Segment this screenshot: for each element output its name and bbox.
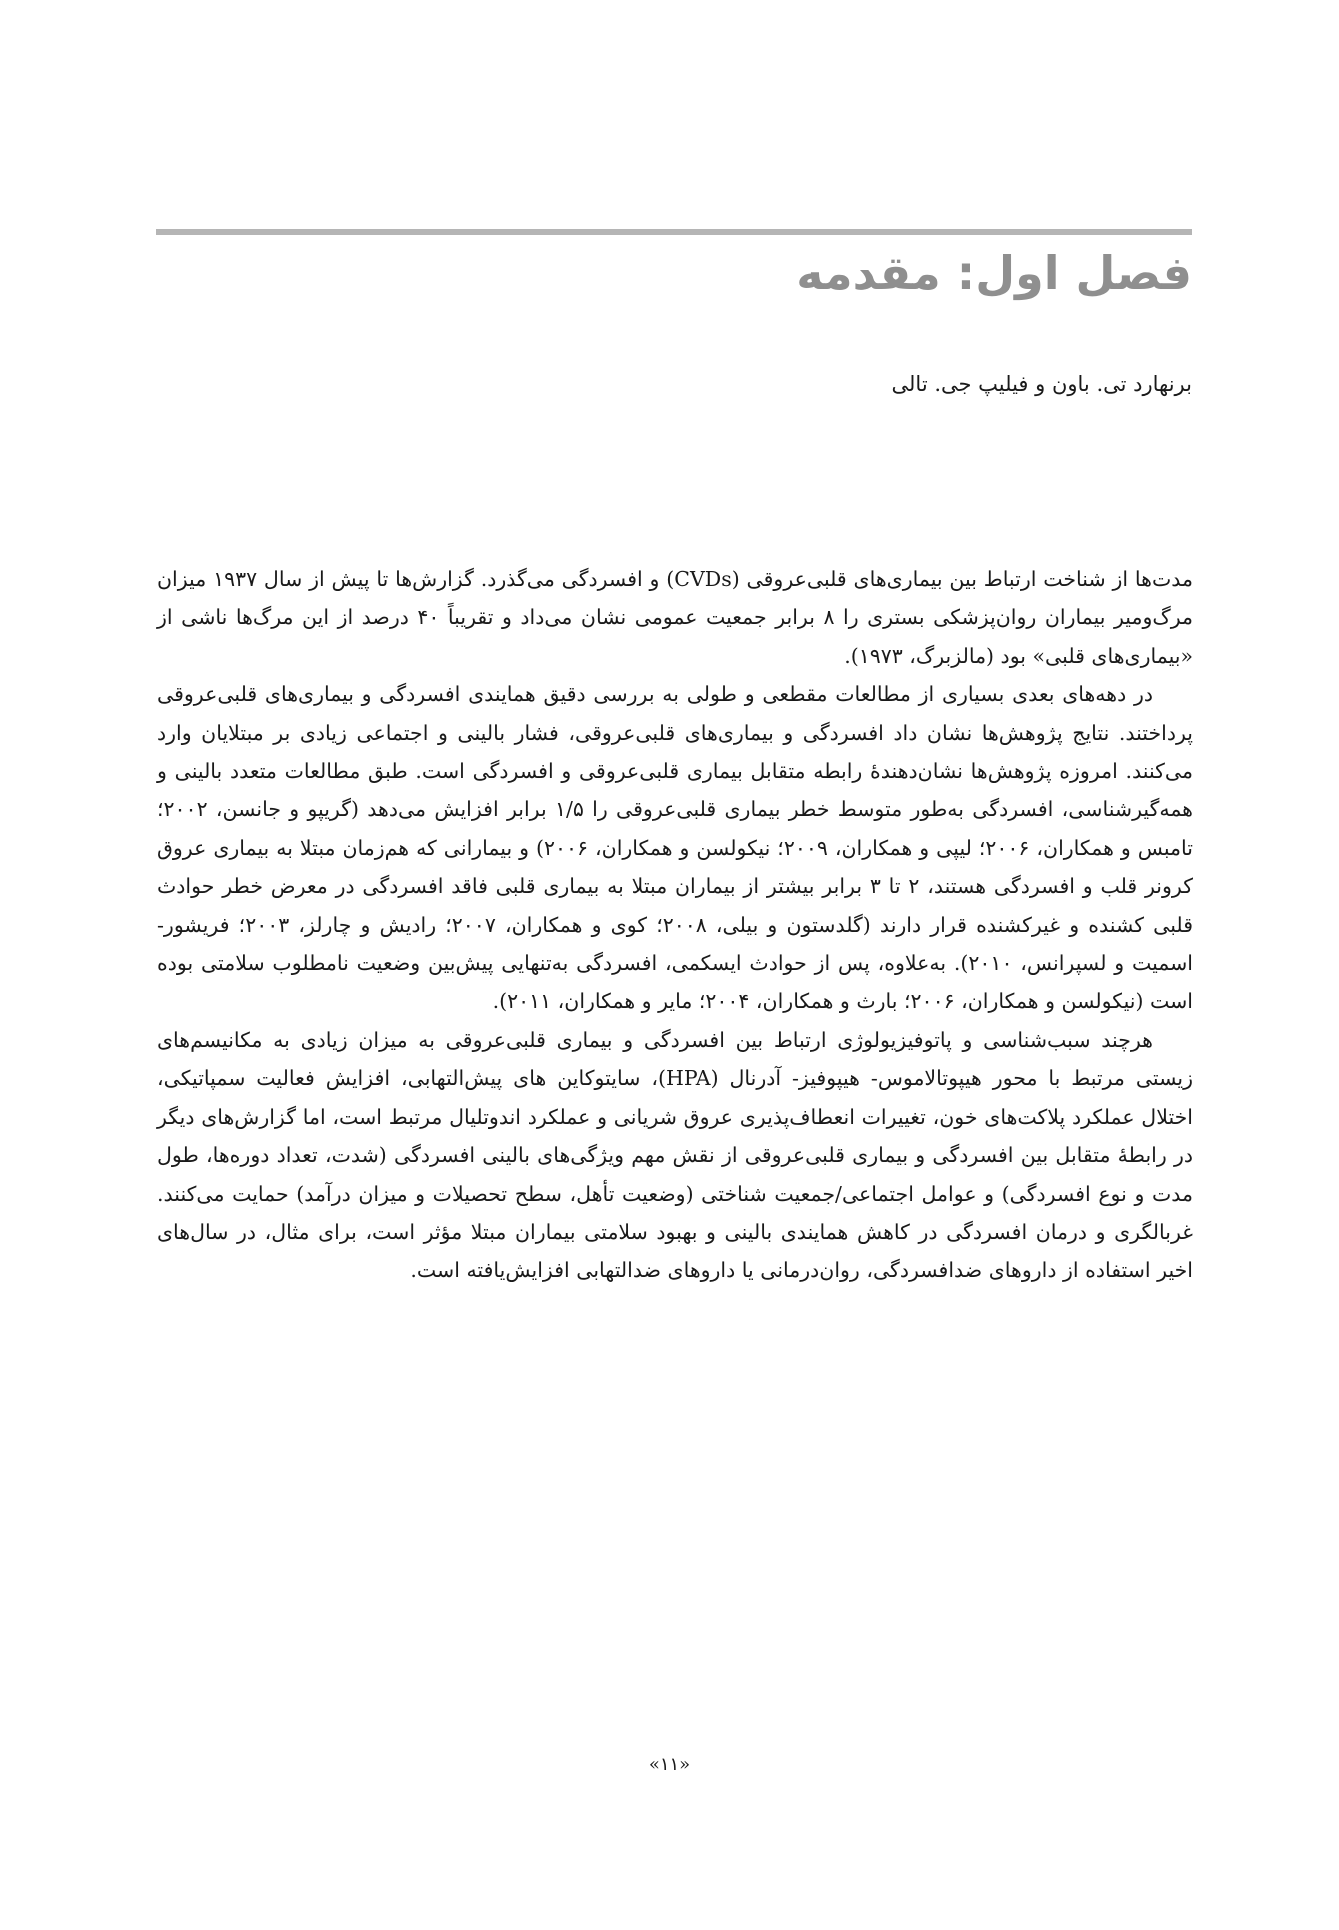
page-number: «۱۱» (648, 1754, 691, 1775)
chapter-title: فصل اول: مقدمه (796, 246, 1192, 300)
chapter-body (157, 560, 1193, 1290)
chapter-header-rule (156, 229, 1192, 235)
chapter-authors: برنهارد تی. باون و فیلیپ جی. تالی (891, 372, 1192, 396)
paragraph-1: مدت‌ها از شناخت ارتباط بین بیماری‌های قلبی‌عروقی (CVDs) و افسردگی می‌گذرد. گزارش‌ها تا پیش از سال ۱۹۳۷ میزان مرگ‌ومیر بیماران روان‌پزشکی بستری را ۸ برابر جمعیت عمومی نشان می‌داد و تقریباً ۴۰ درصد از این مرگ‌ها ناشی از «بیماری‌های قلبی» بود (مالزبرگ، ۱۹۷۳). (157, 567, 1193, 668)
paragraph-2: در دهه‌های بعدی بسیاری از مطالعات مقطعی و طولی به بررسی دقیق همایندی افسردگی و بیماری‌های قلبی‌عروقی پرداختند. نتایج پژوهش‌ها نشان داد افسردگی و بیماری‌های قلبی‌عروقی، فشار بالینی و اجتماعی زیادی بر مبتلایان وارد می‌کنند. امروزه پژوهش‌ها نشان‌دهندهٔ رابطه متقابل بیماری قلبی‌عروقی و افسردگی است. طبق مطالعات متعدد بالینی و همه‌گیرشناسی، افسردگی به‌طور متوسط خطر بیماری قلبی‌عروقی را ۱/۵ برابر افزایش می‌دهد (گریپو و جانسن، ۲۰۰۲؛ تامبس و همکاران، ۲۰۰۶؛ لیپی و همکاران، ۲۰۰۹؛ نیکولسن و همکاران، ۲۰۰۶) و بیمارانی که هم‌زمان مبتلا به بیماری عروق کرونر قلب و افسردگی هستند، ۲ تا ۳ برابر بیشتر از بیماران مبتلا به بیماری قلبی فاقد افسردگی در معرض خطر حوادث قلبی کشنده و غیرکشنده قرار دارند (گلدستون و بیلی، ۲۰۰۸؛ کوی و همکاران، ۲۰۰۷؛ رادیش و چارلز، ۲۰۰۳؛ فریشور- اسمیت و لسپرانس، ۲۰۱۰). به‌علاوه، پس از حوادث ایسکمی، افسردگی به‌تنهایی پیش‌بین وضعیت نامطلوب سلامتی بوده است (نیکولسن و همکاران، ۲۰۰۶؛ بارث و همکاران، ۲۰۰۴؛ مایر و همکاران، ۲۰۱۱). (157, 682, 1193, 1014)
paragraph-3: هرچند سبب‌شناسی و پاتوفیزیولوژی ارتباط بین افسردگی و بیماری قلبی‌عروقی به میزان زیادی به مکانیسم‌های زیستی مرتبط با محور هیپوتالاموس- هیپوفیز- آدرنال (HPA)، سایتوکاین های پیش‌التهابی، افزایش فعالیت سمپاتیکی، اختلال عملکرد پلاکت‌های خون، تغییرات انعطاف‌پذیری عروق شریانی و عملکرد اندوتلیال مرتبط است، اما گزارش‌های دیگر در رابطهٔ متقابل بین افسردگی و بیماری قلبی‌عروقی از نقش مهم ویژگی‌های بالینی افسردگی (شدت، تعداد دوره‌ها، طول مدت و نوع افسردگی) و عوامل اجتماعی/جمعیت شناختی (وضعیت تأهل، سطح تحصیلات و میزان درآمد) حمایت می‌کنند. غربالگری و درمان افسردگی در کاهش همایندی بالینی و بهبود سلامتی بیماران مبتلا مؤثر است، برای مثال، در سال‌های اخیر استفاده از داروهای ضدافسردگی، روان‌درمانی یا داروهای ضدالتهابی افزایش‌یافته است. (157, 1027, 1193, 1283)
